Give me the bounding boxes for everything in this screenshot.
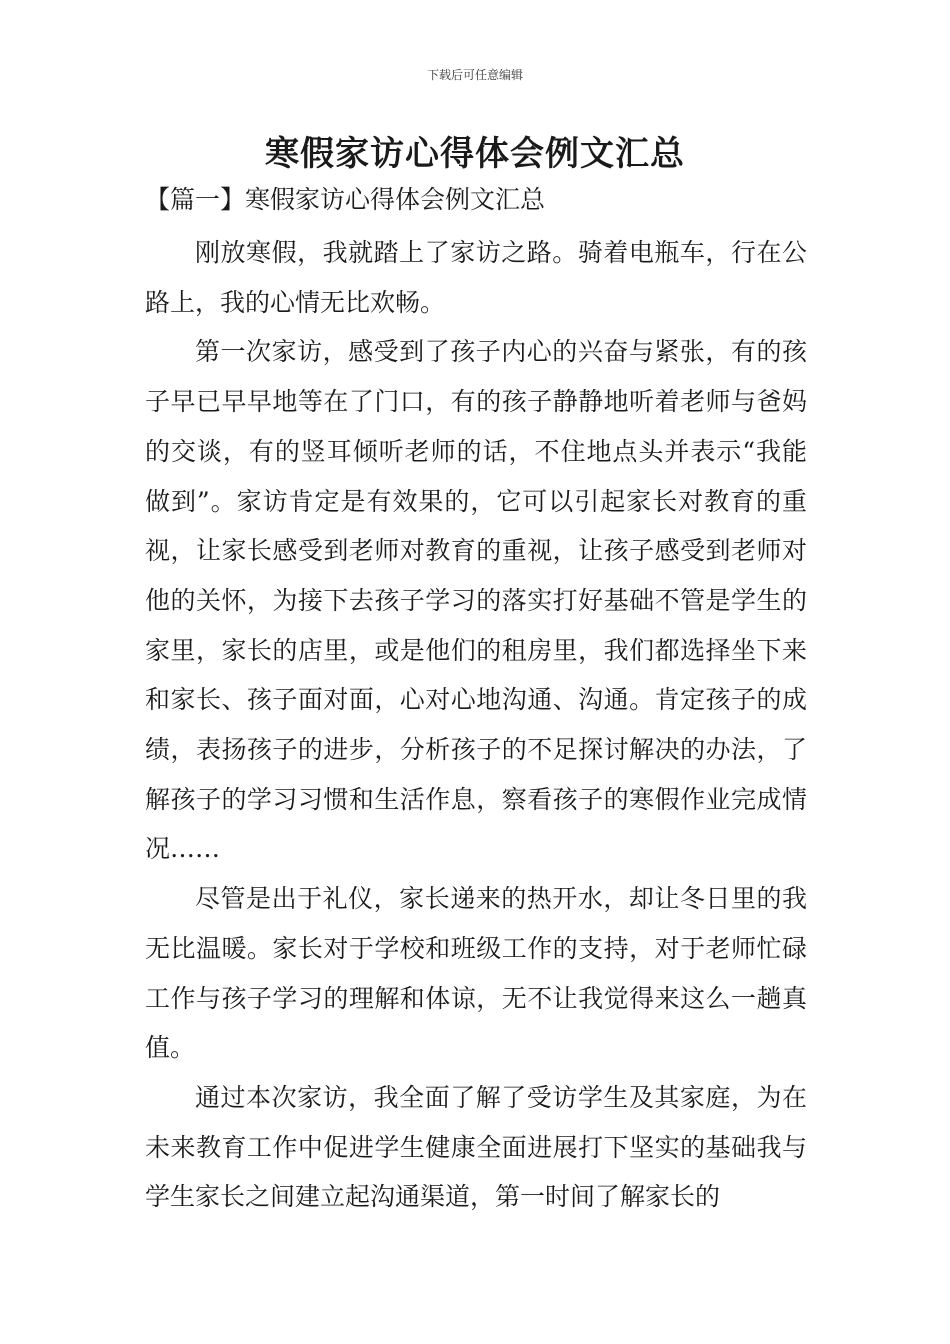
header-note: 下载后可任意编辑	[426, 68, 523, 82]
document-body	[145, 228, 807, 1222]
paragraph: 刚放寒假，我就踏上了家访之路。骑着电瓶车，行在公路上，我的心情无比欢畅。	[145, 238, 807, 317]
paragraph: 尽管是出于礼仪，家长递来的热开水，却让冬日里的我无比温暖。家长对于学校和班级工作的支持，对于老师忙碌工作与孩子学习的理解和体谅，无不让我觉得来这么一趟真值。	[145, 884, 807, 1063]
paragraph: 通过本次家访，我全面了解了受访学生及其家庭，为在未来教育工作中促进学生健康全面进展打下坚实的基础我与学生家长之间建立起沟通渠道，第一时间了解家长的	[145, 1082, 807, 1212]
document-title: 寒假家访心得体会例文汇总	[265, 134, 685, 174]
paragraph: 第一次家访，感受到了孩子内心的兴奋与紧张，有的孩子早已早早地等在了门口，有的孩子静静地听着老师与爸妈的交谈，有的竖耳倾听老师的话，不住地点头并表示“我能做到”。家访肯定是有效果的，它可以引起家长对教育的重视，让家长感受到老师对教育的重视，让孩子感受到老师对他的关怀，为接下去孩子学习的落实打好基础不管是学生的家里，家长的店里，或是他们的租房里，我们都选择坐下来和家长、孩子面对面，心对心地沟通、沟通。肯定孩子的成绩，表扬孩子的进步，分析孩子的不足探讨解决的办法，了解孩子的学习习惯和生活作息，察看孩子的寒假作业完成情况……	[145, 337, 807, 864]
section-heading: 【篇一】寒假家访心得体会例文汇总	[145, 185, 546, 214]
